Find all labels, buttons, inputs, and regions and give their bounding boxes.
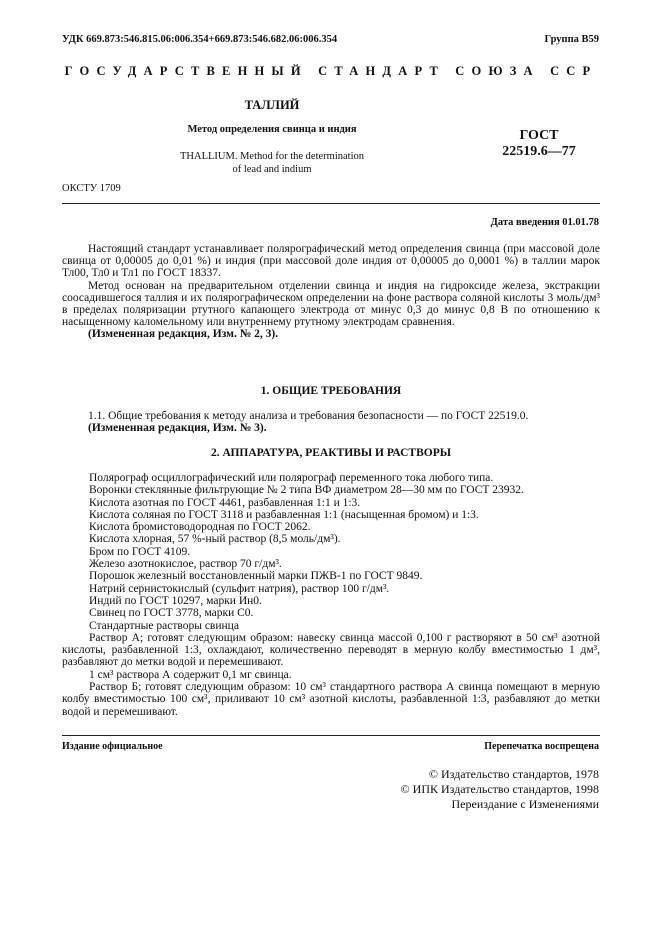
- section-1-paragraph: 1.1. Общие требования к методу анализа и требования безопасности — по ГОСТ 22519.0.: [88, 410, 529, 422]
- document-title: ТАЛЛИЙ: [244, 98, 300, 112]
- list-item: Свинец по ГОСТ 3778, марки С0.: [89, 607, 254, 620]
- section-1-body: [62, 410, 600, 434]
- gost-number: 22519.6—77: [502, 144, 576, 159]
- okstu-code: ОКСТУ 1709: [62, 183, 121, 194]
- english-title-line2: of lead and indium: [232, 164, 312, 175]
- section-1-heading: 1. ОБЩИЕ ТРЕБОВАНИЯ: [260, 385, 402, 397]
- section-1-amendment: (Измененная редакция, Изм. № 3).: [88, 422, 267, 435]
- list-item: Натрий сернистокислый (сульфит натрия), раствор 100 г/дм³.: [89, 582, 390, 595]
- copyright-line-2: © ИПК Издательство стандартов, 1998: [400, 782, 599, 796]
- document-subtitle: Метод определения свинца и индия: [187, 124, 357, 135]
- list-item: Воронки стеклянные фильтрующие № 2 типа ВФ диаметром 28—30 мм по ГОСТ 23932.: [89, 484, 524, 497]
- list-item: Индий по ГОСТ 10297, марки Ин0.: [89, 594, 262, 607]
- official-edition-label: Издание официальное: [62, 741, 163, 752]
- intro-paragraph-1: Настоящий стандарт устанавливает полярографический метод определения свинца (при массовой доле свинца от 0,00005 до 0,01 %) и индия (при массовой доле индия от 0,00005 до 0,0001 %) в таллии марок Тл00, Тл0 и Тл1 по ГОСТ 18337.: [62, 243, 600, 280]
- group-code: Группа В59: [544, 34, 599, 45]
- reissue-line: Переиздание с Изменениями: [451, 797, 599, 811]
- list-item: Кислота хлорная, 57 %-ный раствор (8,5 моль/дм³).: [89, 533, 341, 546]
- divider-top: [62, 203, 600, 204]
- list-item: Бром по ГОСТ 4109.: [89, 545, 191, 558]
- solution-a-paragraph: Раствор А; готовят следующим образом: навеску свинца массой 0,100 г растворяют в 50 см³ азотной кислоты, разбавленной 1:3, охлаждают, количественно переводят в мерную колбу вместимостью 1 дм³, разбавляют до метки водой и перемешивают.: [62, 631, 600, 669]
- section-2-body: [62, 472, 600, 718]
- intro-date-label: Дата введения: [490, 217, 560, 228]
- gost-label: ГОСТ: [519, 128, 559, 143]
- list-item: Кислота соляная по ГОСТ 3118 и разбавленная 1:1 (насыщенная бромом) и 1:3.: [89, 508, 479, 521]
- copyright-line-1: © Издательство стандартов, 1978: [428, 767, 599, 781]
- list-item: Кислота бромистоводородная по ГОСТ 2062.: [89, 521, 311, 534]
- list-item: Порошок железный восстановленный марки ПЖВ-1 по ГОСТ 9849.: [89, 570, 423, 583]
- list-item: Полярограф осциллографический или полярограф переменного тока любого типа.: [89, 472, 494, 484]
- intro-date-value: 01.01.78: [562, 217, 599, 228]
- reprint-prohibited-label: Перепечатка воспрещена: [484, 741, 599, 752]
- state-standard-banner: ГОСУДАРСТВЕННЫЙ СТАНДАРТ СОЮЗА ССР: [64, 64, 598, 78]
- list-item: Кислота азотная по ГОСТ 4461, разбавленная 1:1 и 1:3.: [89, 496, 361, 509]
- solution-b-paragraph: Раствор Б; готовят следующим образом: 10 см³ стандартного раствора А свинца помещают в мерную колбу вместимостью 100 см³, приливают 10 см³ азотной кислоты, разбавленной 1:3, разбавляют до метки водой и перемешивают.: [62, 681, 600, 718]
- intro-section: [62, 243, 600, 341]
- solution-a-note: 1 см³ раствора А содержит 0,1 мг свинца.: [89, 668, 292, 681]
- intro-amendment: (Измененная редакция, Изм. № 2, 3).: [88, 328, 279, 341]
- intro-date: [491, 217, 599, 228]
- english-title-line1: THALLIUM. Method for the determination: [180, 151, 364, 162]
- udk-code: УДК 669.873:546.815.06:006.354+669.873:546.682.06:006.354: [62, 34, 338, 45]
- copyright-block: [401, 767, 599, 812]
- list-item: Железо азотнокислое, раствор 70 г/дм³.: [89, 558, 282, 571]
- gost-designation: [476, 128, 602, 160]
- english-title: [62, 150, 482, 176]
- section-2-heading: 2. АППАРАТУРА, РЕАКТИВЫ И РАСТВОРЫ: [210, 447, 452, 459]
- divider-bottom: [62, 735, 600, 736]
- intro-paragraph-2: Метод основан на предварительном отделении свинца и индия на гидроксиде железа, экстракции соосадившегося таллия и их полярографическом определении на фоне раствора соляной кислоты 3 моль/дм³ в пределах поляризации ртутного капающего электрода от минус 0,3 до минус 0,8 В по отношению к насыщенному каломельному или внутреннему ртутному электродам сравнения.: [62, 279, 600, 329]
- list-item: Стандартные растворы свинца: [89, 619, 239, 632]
